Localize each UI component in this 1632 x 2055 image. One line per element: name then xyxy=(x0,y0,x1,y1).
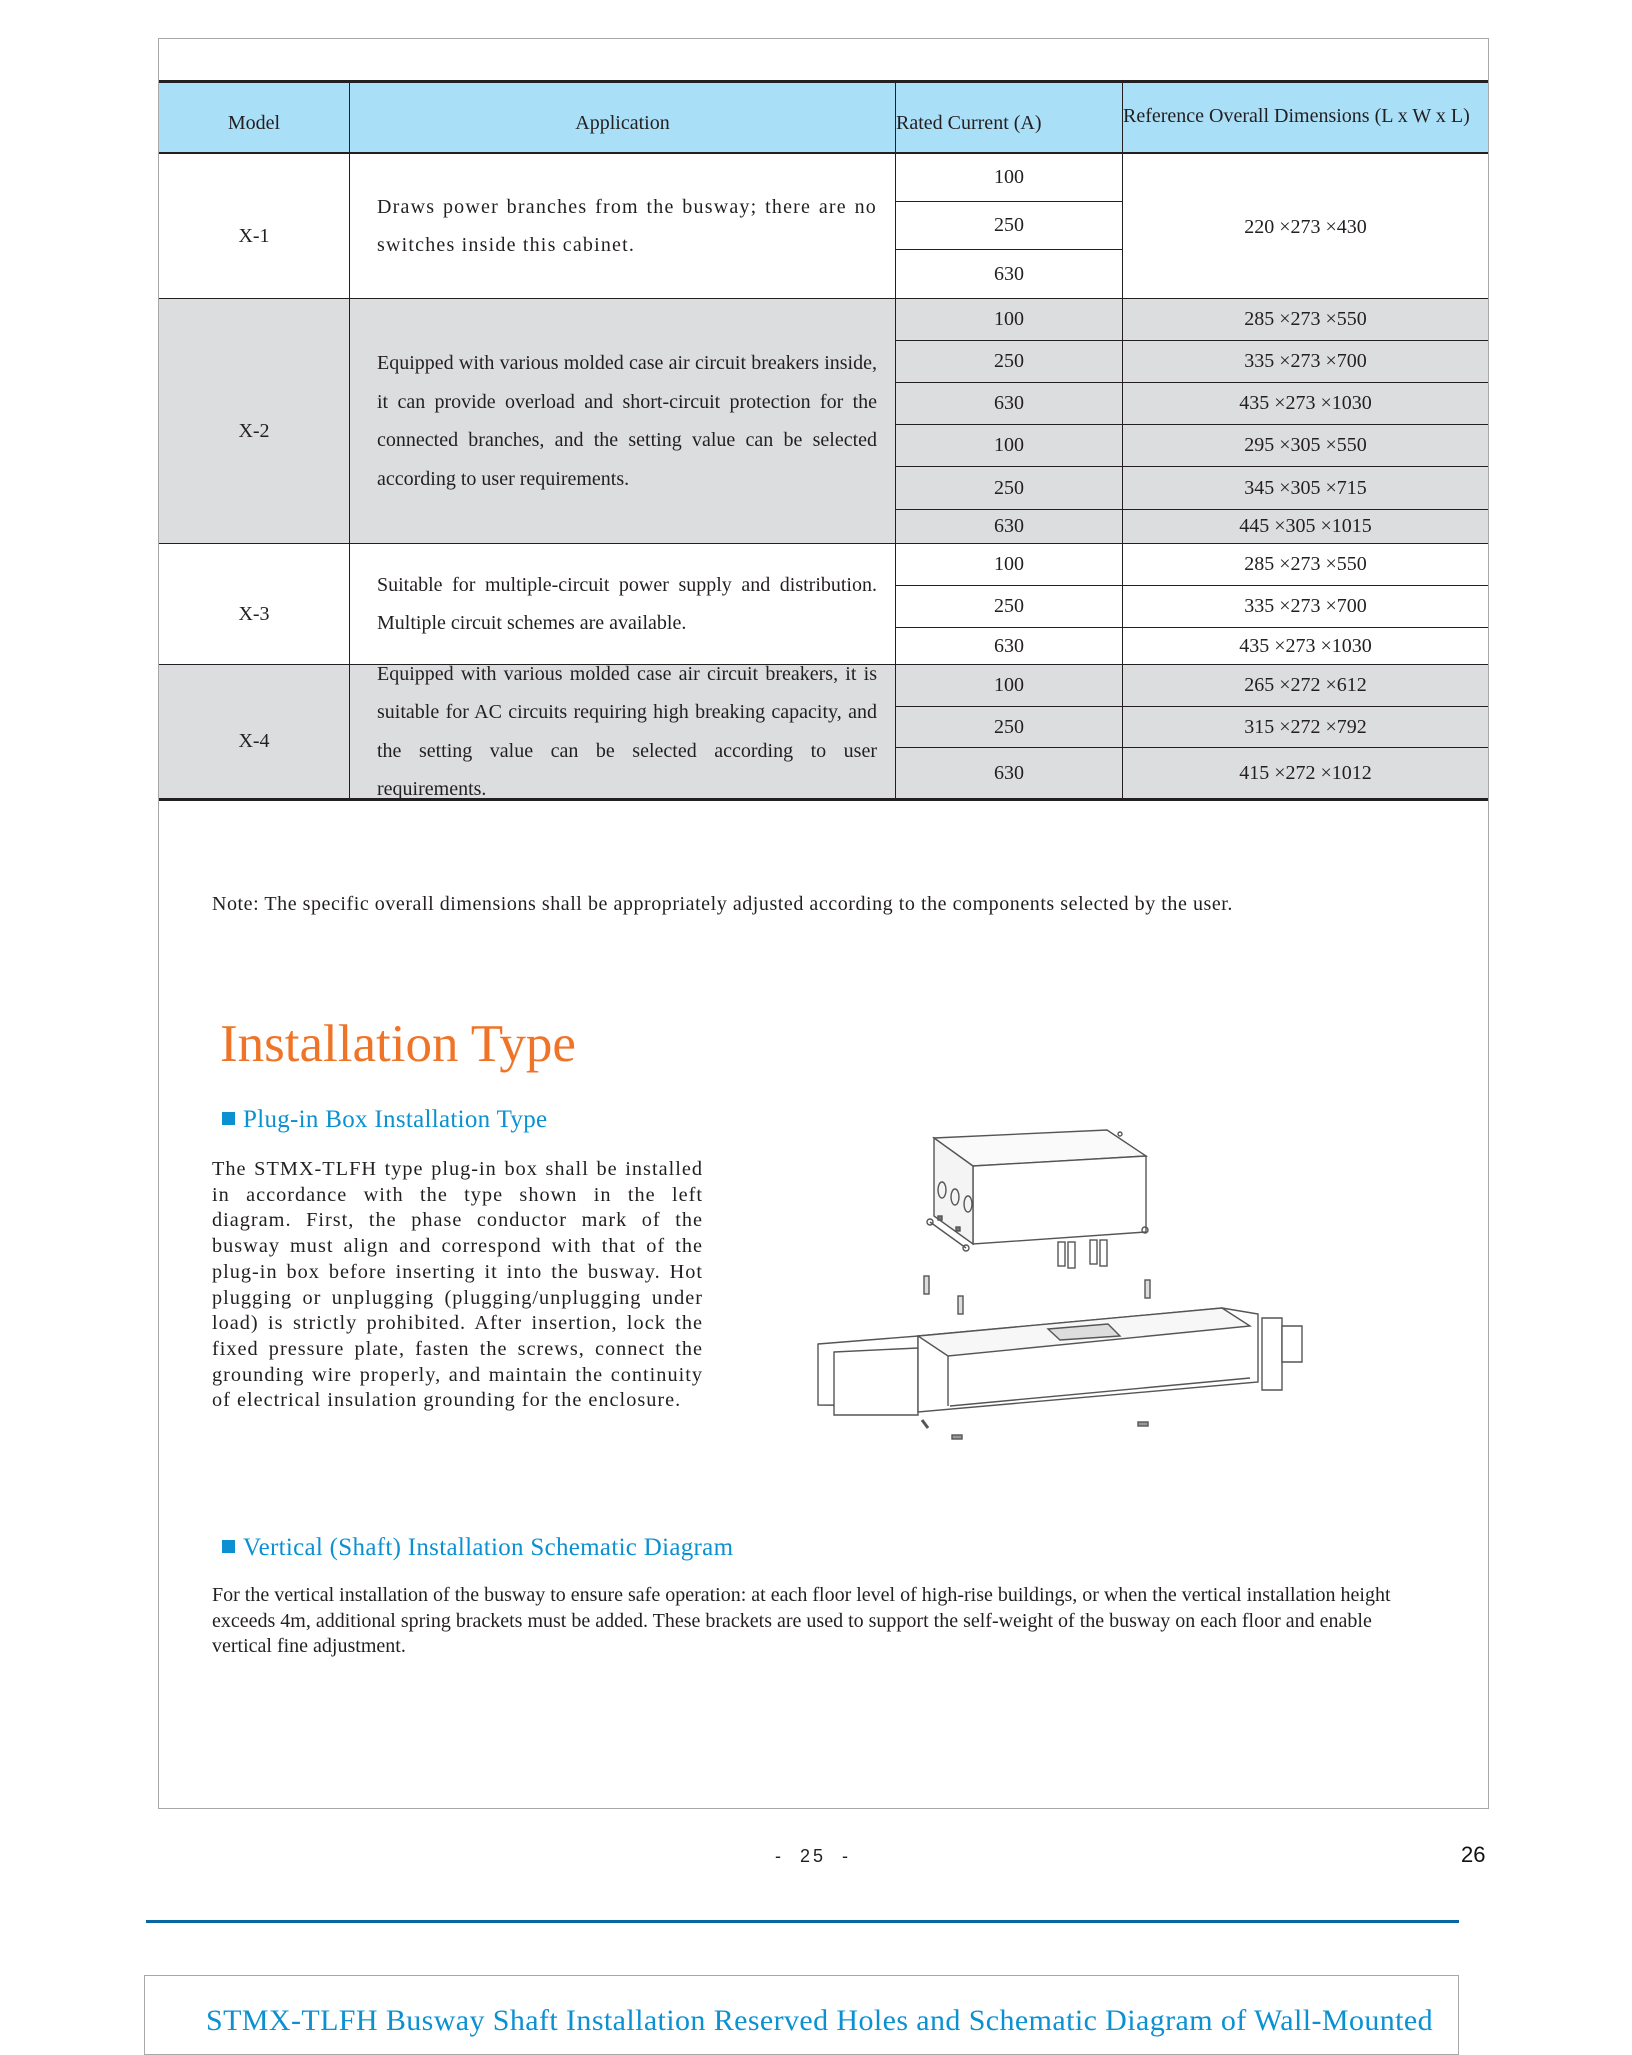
application-cell xyxy=(350,154,896,298)
table-row xyxy=(896,586,1488,628)
table-group-x2 xyxy=(159,299,1488,544)
dimensions-cell: 295 ×305 ×550 xyxy=(1244,434,1367,456)
current-rows xyxy=(896,665,1488,798)
dimensions-cell: 335 ×273 ×700 xyxy=(1244,350,1367,372)
header-model: Model xyxy=(159,83,350,154)
dimensions-cell: 285 ×273 ×550 xyxy=(1244,553,1367,575)
application-text: Equipped with various molded case air circuit breakers, it is suitable for AC circuits requiring high breaking capacity, and the setting value can be selected according to user requirements. xyxy=(377,662,877,800)
header-dimensions: Reference Overall Dimensions (L x W x L) xyxy=(1123,105,1470,127)
table-row xyxy=(896,544,1488,586)
header-rated-current: Rated Current (A) xyxy=(896,83,1123,154)
viewer-page-number: 26 xyxy=(1461,1842,1486,1867)
rated-current-cell: 250 xyxy=(896,341,1123,382)
rated-current-cell: 100 xyxy=(896,154,1123,201)
rated-current-cell: 250 xyxy=(896,467,1123,509)
rated-current-cell: 630 xyxy=(896,748,1123,798)
footer-divider xyxy=(146,1920,1459,1923)
rated-current-cell: 250 xyxy=(896,707,1123,747)
vertical-installation-paragraph: For the vertical installation of the busway to ensure safe operation: at each floor level of high-rise buildings, or when the vertical installation height exceeds 4m, additional spring brackets must be added. These brackets are used to support the self-weight of the busway on each floor and enable vertical fine adjustment. xyxy=(212,1584,1391,1658)
table-row xyxy=(896,383,1488,425)
table-row xyxy=(896,154,1123,202)
busway-plugin-box-illustration-icon xyxy=(790,1100,1360,1440)
vertical-installation-heading xyxy=(222,1534,733,1562)
model-cell: X-3 xyxy=(159,544,350,664)
rated-current-cell: 250 xyxy=(896,202,1123,249)
rated-current-cell: 100 xyxy=(896,299,1123,340)
table-row xyxy=(896,628,1488,664)
application-text: Draws power branches from the busway; there are no switches inside this cabinet. xyxy=(377,195,877,256)
table-row xyxy=(896,202,1123,250)
table-row xyxy=(896,707,1488,748)
dimensions-cell: 435 ×273 ×1030 xyxy=(1239,634,1372,657)
plugin-box-paragraph: The STMX-TLFH type plug-in box shall be installed in accordance with the type shown in the left diagram. First, the phase conductor mark of the busway must align and correspond with that of the plug-in box before inserting it into the busway. Hot plugging or unplugging (plugging/unplugging under load) is strictly prohibited. After insertion, lock the fixed pressure plate, fasten the screws, connect the grounding wire properly, and maintain the continuity of electrical insulation grounding for the enclosure. xyxy=(212,1158,703,1412)
table-group-x3 xyxy=(159,544,1488,665)
dimensions-cell: 345 ×305 ×715 xyxy=(1244,476,1367,499)
model-cell: X-2 xyxy=(159,299,350,543)
page-number-footer: - 25 - xyxy=(775,1846,852,1866)
square-bullet-icon xyxy=(222,1112,235,1125)
application-text: Equipped with various molded case air circuit breakers inside, it can provide overload and short-circuit protection for the connected branches, and the setting value can be selected according to user requirements. xyxy=(377,352,877,490)
application-cell xyxy=(350,544,896,664)
rated-current-cell: 100 xyxy=(896,665,1123,706)
table-header xyxy=(159,80,1488,154)
dimensions-cell: 445 ×305 ×1015 xyxy=(1239,515,1372,537)
model-cell: X-4 xyxy=(159,665,350,798)
table-group-x1 xyxy=(159,154,1488,299)
dimensions-cell: 335 ×273 ×700 xyxy=(1244,595,1367,617)
table-row xyxy=(896,250,1123,298)
vertical-installation-heading-text: Vertical (Shaft) Installation Schematic Diagram xyxy=(243,1534,734,1561)
application-text: Suitable for multiple-circuit power supply and distribution. Multiple circuit schemes are available. xyxy=(377,573,877,634)
section-title: Installation Type xyxy=(220,1015,576,1073)
plugin-box-heading-text: Plug-in Box Installation Type xyxy=(243,1106,548,1133)
plugin-box-heading xyxy=(222,1106,547,1134)
table-row xyxy=(896,510,1488,543)
dimensions-cell: 435 ×273 ×1030 xyxy=(1239,392,1372,414)
dimensions-cell-merged: 220 ×273 ×430 xyxy=(1244,215,1367,238)
header-application: Application xyxy=(350,83,896,154)
current-rows xyxy=(896,299,1488,543)
dimensions-cell: 285 ×273 ×550 xyxy=(1244,308,1367,330)
current-rows xyxy=(896,544,1488,664)
rated-current-cell: 630 xyxy=(896,510,1123,543)
rated-current-cell: 630 xyxy=(896,383,1123,424)
table-group-x4 xyxy=(159,662,1488,801)
table-row xyxy=(896,341,1488,383)
dimensions-cell: 315 ×272 ×792 xyxy=(1244,715,1367,738)
table-row xyxy=(896,467,1488,510)
table-row xyxy=(896,425,1488,467)
table-note: Note: The specific overall dimensions shall be appropriately adjusted according to the components selected by the user. xyxy=(212,893,1233,915)
dimensions-cell: 265 ×272 ×612 xyxy=(1244,674,1367,696)
application-cell xyxy=(350,299,896,543)
next-page-title: STMX-TLFH Busway Shaft Installation Reserved Holes and Schematic Diagram of Wall-Mounted xyxy=(206,2004,1433,2037)
table-row xyxy=(896,665,1488,707)
square-bullet-icon xyxy=(222,1540,235,1553)
model-cell: X-1 xyxy=(159,154,350,298)
plugin-box-diagram xyxy=(790,1100,1360,1440)
rated-current-cell: 100 xyxy=(896,544,1123,585)
table-row xyxy=(896,748,1488,798)
table-row xyxy=(896,299,1488,341)
application-cell xyxy=(350,662,896,800)
rated-current-cell: 630 xyxy=(896,628,1123,664)
rated-current-cell: 250 xyxy=(896,586,1123,627)
dimensions-cell: 415 ×272 ×1012 xyxy=(1239,761,1372,784)
rated-current-cell: 630 xyxy=(896,250,1123,298)
rated-current-cell: 100 xyxy=(896,425,1123,466)
